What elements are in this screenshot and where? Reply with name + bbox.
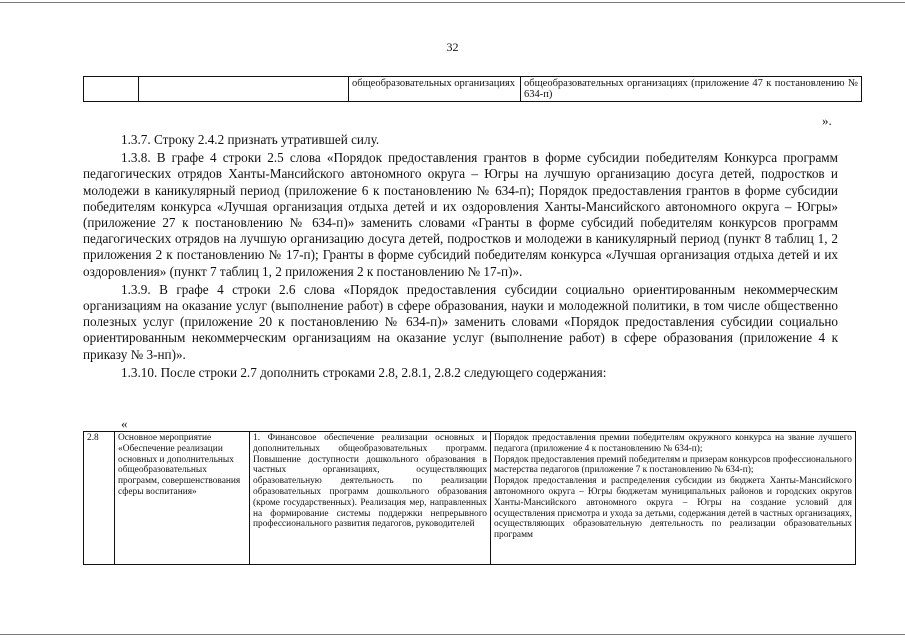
paragraph-1-3-8: 1.3.8. В графе 4 строки 2.5 слова «Порядок предоставления грантов в форме субсидии победителям Конкурса программ педагогических отрядов Ханты-Мансийского автономного округа – Югры на лучшую организацию досуга детей, подростков и молодежи в каникулярный период (приложение 6 к постановлению № 634-п); Порядок предоставления грантов в форме субсидии победителям конкурса «Лучшая организация отдыха детей и их оздоровления Ханты-Мансийского автономного округа – Югры» (приложение 27 к постановлению № 634-п)» заменить словами «Гранты в форме субсидий победителям конкурсов программ педагогических отрядов на лучшую организацию досуга детей, подростков и молодежи в каникулярный период (пункт 8 таблиц 1, 2 приложения 2 к постановлению № 17-п); Гранты в форме субсидий победителям конкурса «Лучшая организация отдыха детей и их оздоровления» (пункт 7 таблиц 1, 2 приложения 2 к постановлению № 17-п)».: [83, 150, 838, 279]
table-cell-col4: общеобразовательных организациях (приложение 47 к постановлению № 634-п): [521, 77, 862, 102]
directions-cell: 1. Финансовое обеспечение реализации основных и дополнительных общеобразовательных программ. Повышение доступности дошкольного образования в частных организациях, осуществляющих образовательную деятельность по реализации образовательных программ дошкольного образования (кроме государственных). Реализация мер, направленных на формирование системы поддержки непрерывного профессионального развития педагогов, руководителей: [250, 432, 491, 565]
paragraph-1-3-9: 1.3.9. В графе 4 строки 2.6 слова «Порядок предоставления субсидии социально ориентированным некоммерческим организациям на оказание услуг (выполнение работ) в сфере образования, науки и молодежной политики, в том числе общественно полезных услуг (приложение 20 к постановлению № 634-п)» заменить словами «Порядок предоставления субсидии социально ориентированным некоммерческим организациям на оказание услуг (выполнение работ) в сфере образования (приложение 4 к приказу № 3-нп)».: [83, 281, 838, 362]
measure-cell: Основное мероприятие «Обеспечение реализации основных и дополнительных общеобразовательных программ, совершенствования сферы воспитания»: [115, 432, 250, 565]
table-cell-col3: общеобразовательных организациях: [349, 77, 521, 102]
table-row: [84, 432, 856, 565]
table-cell-empty: [84, 77, 139, 102]
row-number-cell: 2.8: [84, 432, 115, 565]
closing-quote: ».: [822, 113, 832, 128]
procedure-item: Порядок предоставления премий победителям и призерам конкурсов профессионального мастерства педагогов (приложение 7 к постановлению № 634-п);: [494, 454, 852, 476]
paragraph-1-3-10: 1.3.10. После строки 2.7 дополнить строками 2.8, 2.8.1, 2.8.2 следующего содержания:: [121, 364, 607, 380]
scan-edge-top: [0, 2, 905, 3]
insert-table: [83, 431, 856, 565]
opening-quote: «: [121, 416, 128, 431]
body-text: [83, 132, 838, 381]
paragraph-1-3-7: 1.3.7. Строку 2.4.2 признать утратившей силу.: [121, 132, 380, 147]
page-number: 32: [446, 40, 459, 54]
procedure-item: Порядок предоставления премии победителям окружного конкурса на звание лучшего педагога (приложение 4 к постановлению № 634-п);: [494, 433, 852, 454]
procedure-item: Порядок предоставления и распределения субсидии из бюджета Ханты-Мансийского автономного округа – Югры бюджетам муниципальных районов и городских округов Ханты-Мансийского автономного округа – Югры на создание условий для осуществления присмотра и ухода за детьми, содержания детей в частных организациях, осуществляющих образовательную деятельность по реализации образовательных программ: [494, 476, 852, 541]
procedures-cell: [491, 432, 856, 565]
continued-table: [83, 76, 862, 102]
table-cell-empty: [139, 77, 349, 102]
table-row: [84, 77, 862, 102]
scan-edge-bottom: [0, 634, 905, 635]
